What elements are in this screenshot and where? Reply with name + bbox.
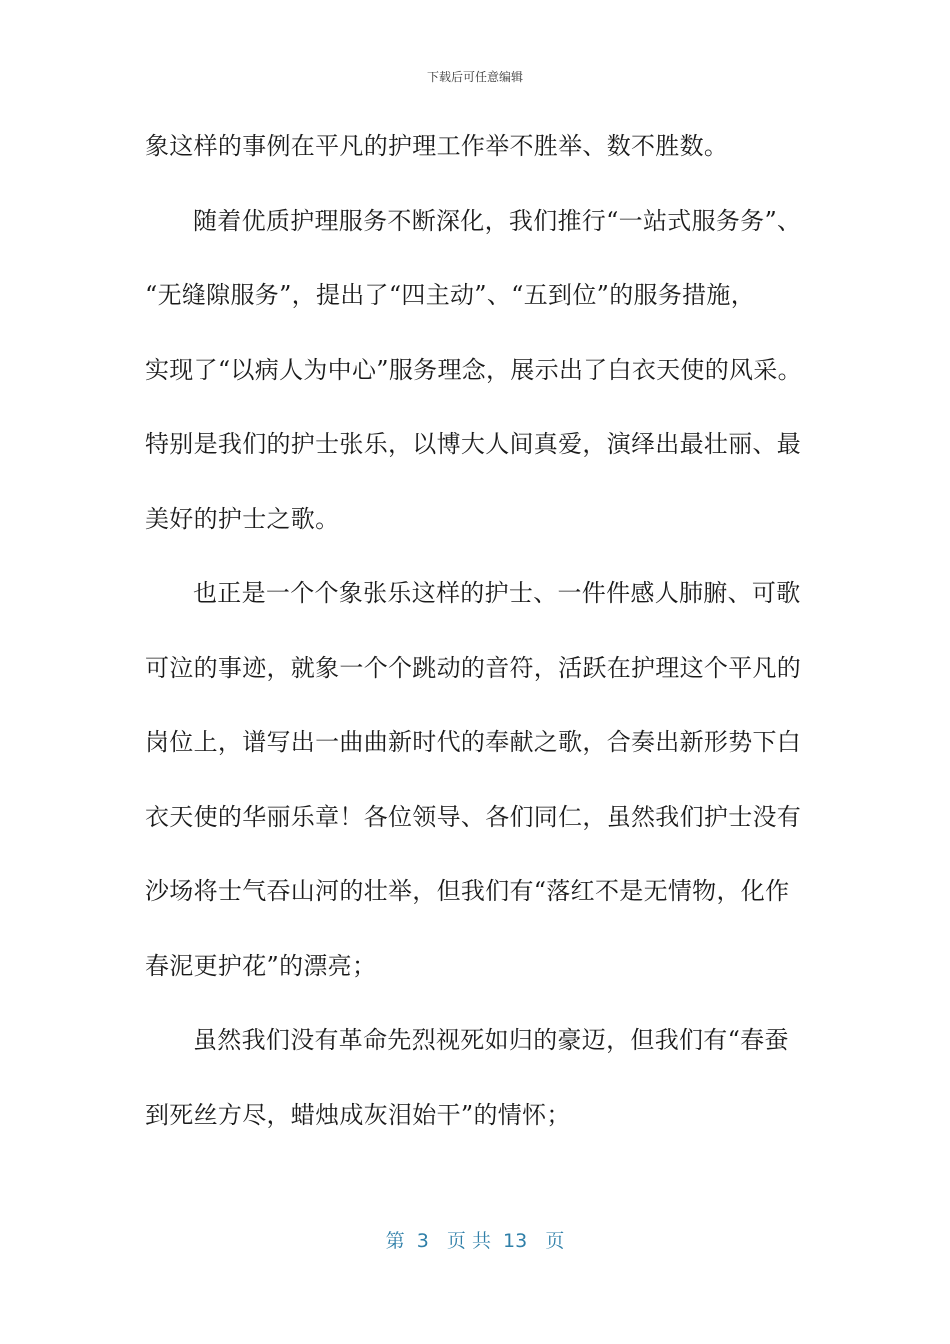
text-line: “无缝隙服务”，提出了“四主动”、“五到位”的服务措施， (145, 281, 756, 309)
text-line: 象这样的事例在平凡的护理工作举不胜举、数不胜数。 (145, 132, 729, 160)
text-line: 春泥更护花”的漂亮； (145, 951, 377, 980)
page-header: 下载后可任意编辑 (426, 70, 523, 84)
text-line: 衣天使的华丽乐章！各位领导、各们同仁，虽然我们护士没有 (145, 802, 802, 831)
page-footer: 第 3 页 共 13 页 (385, 1230, 565, 1252)
paragraph-start-line: 也正是一个个象张乐这样的护士、一件件感人肺腑、可歌 (193, 579, 801, 607)
text-line: 沙场将士气吞山河的壮举，但我们有“落红不是无情物，化作 (145, 877, 790, 905)
paragraph-start-line: 虽然我们没有革命先烈视死如归的豪迈，但我们有“春蚕 (193, 1026, 789, 1054)
text-line: 特别是我们的护士张乐，以博大人间真爱，演绎出最壮丽、最 (145, 430, 802, 458)
text-line: 实现了“以病人为中心”服务理念，展示出了白衣天使的风采。 (145, 355, 802, 384)
text-line: 岗位上，谱写出一曲曲新时代的奉献之歌，合奏出新形势下白 (145, 728, 802, 756)
paragraph-start-line: 随着优质护理服务不断深化，我们推行“一站式服务务”、 (193, 206, 802, 235)
text-line: 美好的护士之歌。 (145, 504, 340, 533)
document-body (145, 118, 825, 1161)
text-line: 到死丝方尽，蜡烛成灰泪始干”的情怀； (145, 1100, 571, 1129)
text-line: 可泣的事迹，就象一个个跳动的音符，活跃在护理这个平凡的 (145, 653, 802, 682)
